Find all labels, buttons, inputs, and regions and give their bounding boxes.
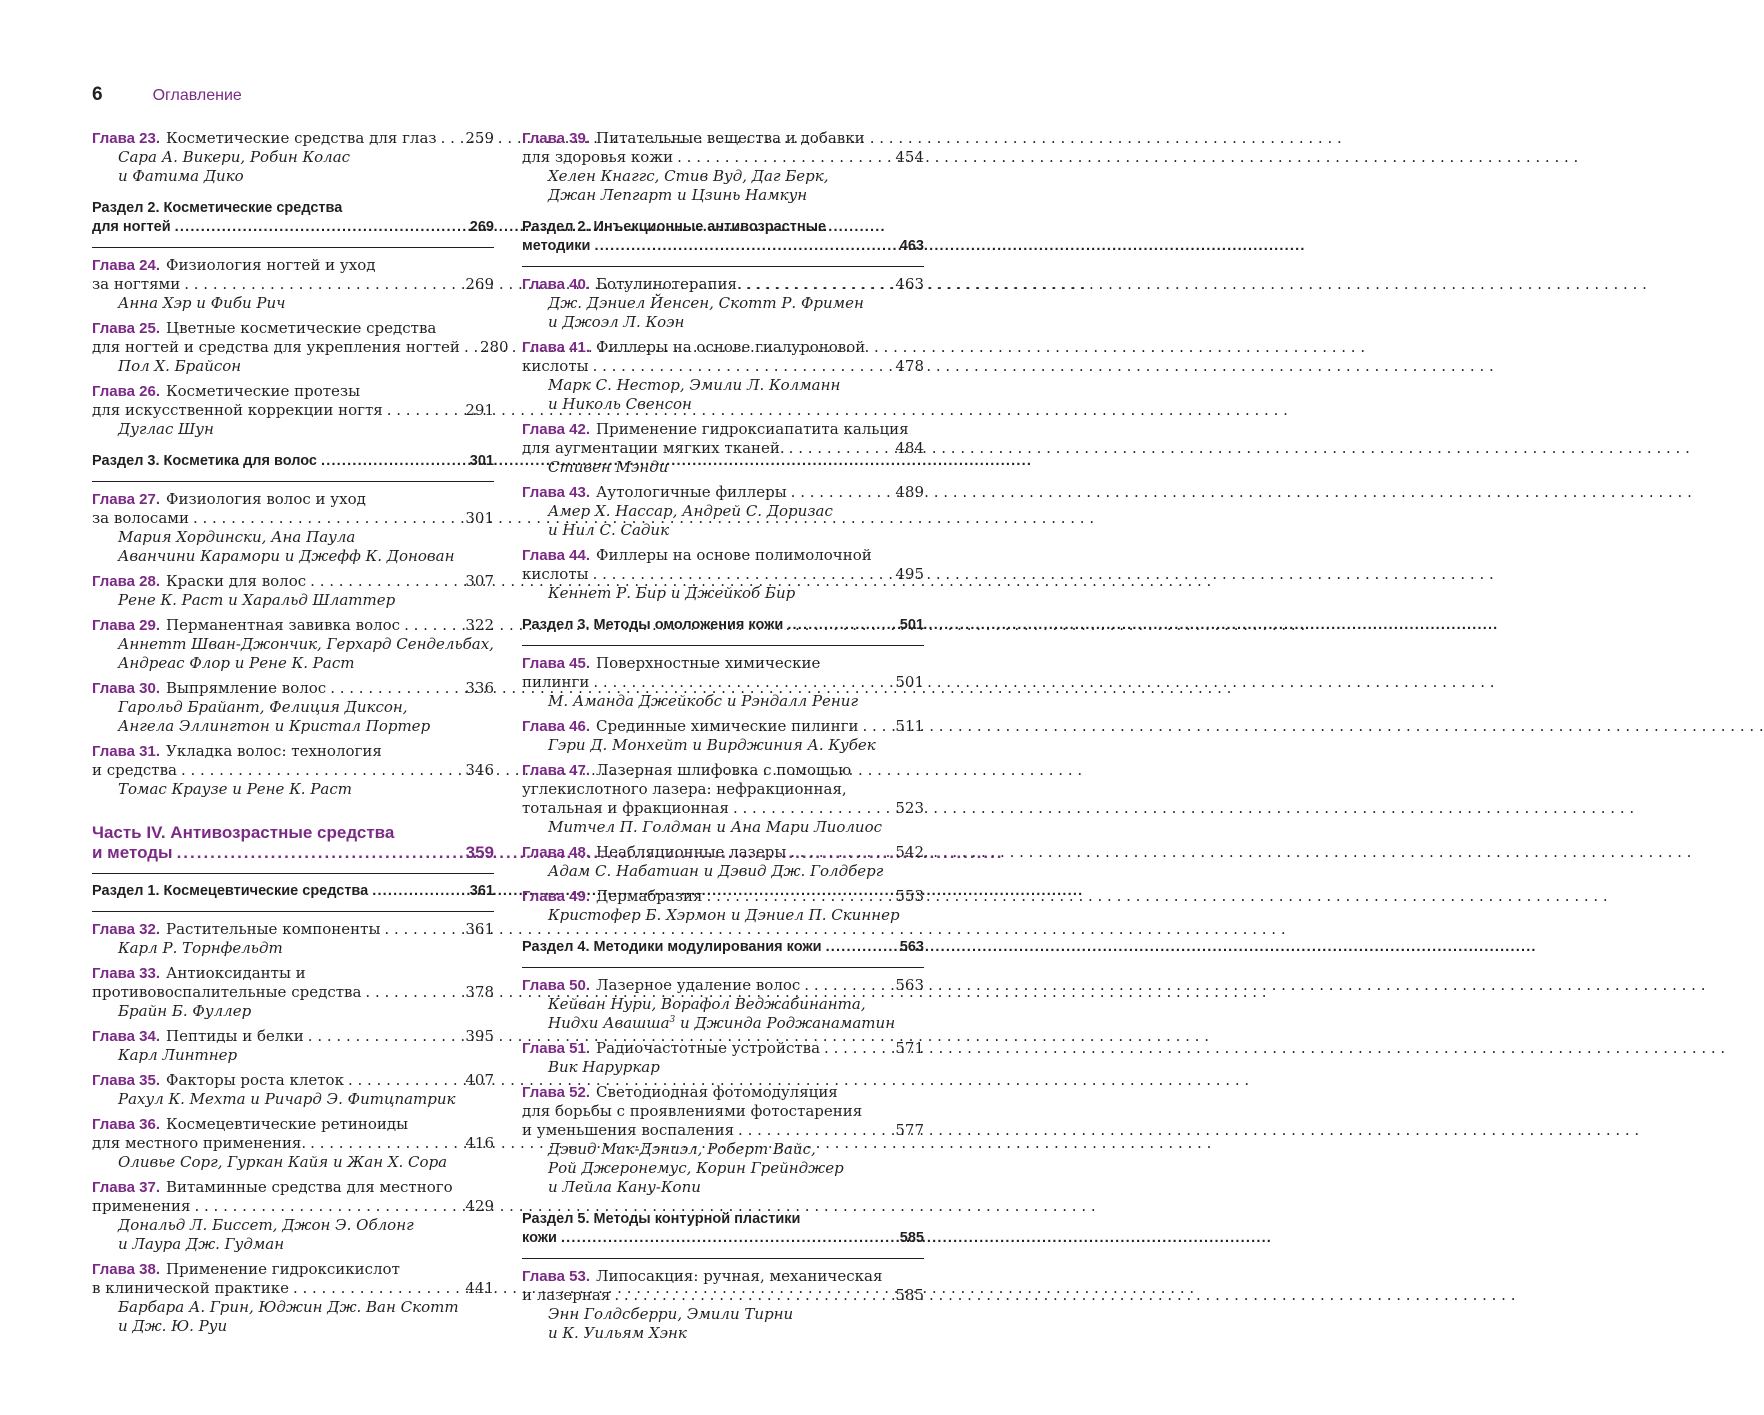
chapter-title: Неабляционные лазеры [596,843,787,861]
toc-entry-chapter-33[interactable] [92,964,494,1021]
chapter-title: Косметические протезы [166,382,361,400]
chapter-authors: Ангела Эллингтон и Кристал Портер [118,717,431,735]
page-ref: 346 [465,761,494,779]
chapter-authors: Карл Р. Торнфельдт [118,939,283,957]
chapter-label: Глава 51. [522,1040,591,1057]
divider [522,645,924,646]
page-ref: 416 [465,1134,494,1152]
divider [92,481,494,482]
divider [92,247,494,248]
page-ref: 553 [895,887,924,905]
page-ref: 301 [465,509,494,527]
divider [92,873,494,874]
chapter-authors: Хелен Кнаггс, Стив Вуд, Даг Берк, [548,167,829,185]
chapter-label: Глава 24. [92,257,161,274]
toc-section-injection[interactable] [522,218,924,256]
chapter-label: Глава 26. [92,383,161,400]
page-ref: 395 [465,1027,494,1045]
page-ref: 501 [895,673,924,691]
page-ref: 301 [469,453,494,469]
part-title: и методы [92,843,173,862]
author-name: и Джинда Роджанаматин [680,1014,896,1032]
divider [92,911,494,912]
chapter-title: кислоты [522,357,589,375]
chapter-authors: и Нил С. Садик [548,521,670,539]
toc-entry-chapter-25[interactable] [92,319,509,376]
chapter-authors: Кристофер Б. Хэрмон и Дэниел П. Скиннер [548,906,900,924]
chapter-title: Ботулинотерапия. [596,275,742,293]
chapter-title: Космецевтические ретиноиды [166,1115,409,1133]
chapter-label: Глава 38. [92,1261,161,1278]
chapter-label: Глава 41. [522,339,591,356]
toc-entry-chapter-28[interactable] [92,572,494,610]
toc-section-hair[interactable] [92,452,494,471]
chapter-title: Срединные химические пилинги [596,717,859,735]
chapter-label: Глава 36. [92,1116,161,1133]
chapter-title: и средства [92,761,177,779]
chapter-label: Глава 32. [92,921,161,938]
page-ref: 269 [465,275,494,293]
toc-entry-chapter-46[interactable] [522,717,924,755]
chapter-authors: Стивен Мэнди [548,458,669,476]
chapter-label: Глава 30. [92,680,161,697]
chapter-authors: Джан Лепгарт и Цзинь Намкун [548,186,808,204]
chapter-authors: Пол Х. Брайсон [118,357,242,375]
toc-entry-chapter-51[interactable] [522,1039,924,1077]
chapter-title: Растительные компоненты [166,920,381,938]
chapter-label: Глава 53. [522,1268,591,1285]
section-title: кожи [522,1230,557,1246]
chapter-title: пилинги [522,673,590,691]
section-title: методики [522,238,591,254]
chapter-authors: Марк С. Нестор, Эмили Л. Колманн [548,376,841,394]
toc-entry-chapter-50[interactable] [522,976,924,1033]
page-ref: 280 [479,338,509,356]
chapter-title: Дермабразия [596,887,703,905]
chapter-title: и уменьшения воспаления [522,1121,735,1139]
page-ref: 478 [895,357,924,375]
page-ref: 571 [895,1039,924,1057]
toc-entry-chapter-34[interactable] [92,1027,494,1065]
chapter-title: для местного применения. [92,1134,307,1152]
toc-section-rejuvenation[interactable] [522,616,924,635]
chapter-title: для ногтей и средства для укрепления ногтей [92,338,460,356]
chapter-authors: Амер Х. Нассар, Андрей С. Доризас [548,502,833,520]
toc-entry-chapter-32[interactable] [92,920,494,958]
chapter-title: Лазерное удаление волос [596,976,801,994]
chapter-label: Глава 23. [92,130,161,147]
running-title: Оглавление [152,87,242,104]
page-header [92,84,242,108]
chapter-authors: Оливье Сорг, Гуркан Кайя и Жан Х. Сора [118,1153,448,1171]
chapter-authors: и Джоэл Л. Коэн [548,313,685,331]
chapter-authors: Карл Линтнер [118,1046,238,1064]
chapter-label: Глава 47. [522,762,591,779]
chapter-label: Глава 42. [522,421,591,438]
chapter-title: Пептиды и белки [166,1027,304,1045]
chapter-label: Глава 52. [522,1084,591,1101]
divider [522,1258,924,1259]
chapter-authors: Дональд Л. Биссет, Джон Э. Облонг [118,1216,414,1234]
chapter-authors: Дуглас Шун [118,420,214,438]
chapter-title: Аутологичные филлеры [596,483,787,501]
chapter-title: Перманентная завивка волос [166,616,401,634]
toc-entry-chapter-30[interactable] [92,679,494,736]
toc-entry-chapter-27[interactable] [92,490,494,566]
chapter-title: Косметические средства для глаз [166,129,437,147]
chapter-authors: Рой Джеронемус, Корин Грейнджер [548,1159,844,1177]
chapter-authors: Андреас Флор и Рене К. Раст [118,654,355,672]
page-ref: 429 [465,1197,494,1215]
page-ref: 307 [465,572,494,590]
toc-entry-chapter-41[interactable] [522,338,924,414]
chapter-authors: Кейван Нури, Ворафол Веджабинанта, [548,995,866,1013]
chapter-label: Глава 37. [92,1179,161,1196]
page-ref: 407 [465,1071,494,1089]
toc-entry-chapter-52[interactable] [522,1083,924,1197]
chapter-label: Глава 31. [92,743,161,760]
section-title: Раздел 3. Методы омоложения кожи [522,617,784,633]
chapter-title: для искусственной коррекции ногтя [92,401,383,419]
section-title: Раздел 2. Косметические средства [92,200,343,216]
page-ref: 359 [465,843,494,862]
toc-section-nails[interactable] [92,199,494,237]
toc-section-modulation[interactable] [522,938,924,957]
chapter-title: Факторы роста клеток [166,1071,344,1089]
chapter-title: Поверхностные химические [596,654,821,672]
chapter-title: для борьбы с проявлениями фотостарения [522,1102,863,1120]
chapter-authors: и Николь Свенсон [548,395,692,413]
toc-entry-chapter-44[interactable] [522,546,924,603]
toc-column-left [92,129,509,1342]
toc-entry-chapter-42[interactable] [522,420,924,477]
page-ref: 585 [899,1230,924,1246]
chapter-title: кислоты [522,565,589,583]
toc-part-4[interactable] [92,823,494,863]
page-ref: 463 [895,275,924,293]
section-title: Раздел 1. Космецевтические средства [92,883,369,899]
page-ref: 336 [465,679,494,697]
toc-entry-chapter-36[interactable] [92,1115,494,1172]
toc-entry-chapter-39[interactable] [522,129,924,205]
chapter-authors: Анна Хэр и Фиби Рич [118,294,286,312]
chapter-label: Глава 44. [522,547,591,564]
divider [522,266,924,267]
chapter-authors: Кеннет Р. Бир и Джейкоб Бир [548,584,796,602]
chapter-title: в клинической практике [92,1279,289,1297]
chapter-authors: Томас Краузе и Рене К. Раст [118,780,352,798]
chapter-title: Витаминные средства для местного [166,1178,453,1196]
author-superscript: 3 [669,1015,676,1025]
chapter-authors: Рене К. Раст и Харальд Шлаттер [118,591,396,609]
chapter-label: Глава 39. [522,130,591,147]
section-title: Раздел 4. Методики модулирования кожи [522,939,822,955]
section-title: Раздел 5. Методы контурной пластики [522,1211,801,1227]
chapter-authors: Энн Голдсберри, Эмили Тирни [548,1305,794,1323]
page-ref: 511 [895,717,924,735]
page-ref: 378 [465,983,494,1001]
toc-column-right [522,129,924,1349]
chapter-authors: и Фатима Дико [118,167,244,185]
chapter-label: Глава 48. [522,844,591,861]
toc-entry-chapter-47[interactable] [522,761,924,837]
chapter-authors: Рахул К. Мехта и Ричард Э. Фитцпатрик [118,1090,456,1108]
chapter-title: противовоспалительные средства [92,983,362,1001]
toc-entry-chapter-40[interactable] [522,275,924,332]
page-ref: 454 [895,148,924,166]
chapter-label: Глава 27. [92,491,161,508]
chapter-label: Глава 35. [92,1072,161,1089]
page-ref: 361 [465,920,494,938]
chapter-authors: Сара А. Викери, Робин Колас [118,148,351,166]
toc-entry-chapter-35[interactable] [92,1071,494,1109]
chapter-label: Глава 33. [92,965,161,982]
chapter-title: Применение гидроксиапатита кальция [596,420,909,438]
chapter-title: применения [92,1197,191,1215]
divider [522,967,924,968]
chapter-title: Физиология волос и уход [166,490,366,508]
page-ref: 441 [465,1279,494,1297]
toc-entry-chapter-37[interactable] [92,1178,494,1254]
page-ref: 495 [895,565,924,583]
chapter-authors: Брайн Б. Фуллер [118,1002,252,1020]
toc-section-contouring[interactable] [522,1210,924,1248]
chapter-title: Укладка волос: технология [166,742,382,760]
chapter-authors: Аванчини Карамори и Джефф К. Донован [118,547,455,565]
chapter-label: Глава 43. [522,484,591,501]
toc-entry-chapter-49[interactable] [522,887,924,925]
chapter-title: за ногтями [92,275,181,293]
chapter-label: Глава 25. [92,320,161,337]
page-number: 6 [92,84,103,105]
author-name: Нидхи Авашша [548,1014,670,1032]
chapter-authors [522,1014,924,1033]
chapter-title: Липосакция: ручная, механическая [596,1267,883,1285]
chapter-authors: и К. Уильям Хэнк [548,1324,687,1342]
chapter-authors: Дэвид Мак-Дэниэл, Роберт Вайс, [548,1140,816,1158]
chapter-title: Выпрямление волос [166,679,327,697]
chapter-title: углекислотного лазера: нефракционная, [522,780,847,798]
chapter-label: Глава 40. [522,276,591,293]
part-title: Часть IV. Антивозрастные средства [92,823,395,842]
chapter-title: Цветные косметические средства [166,319,437,337]
chapter-authors: Дж. Дэниел Йенсен, Скотт Р. Фримен [548,294,864,312]
page-ref: 523 [895,799,924,817]
toc-entry-chapter-53[interactable] [522,1267,924,1343]
chapter-title: Радиочастотные устройства [596,1039,821,1057]
chapter-authors: Вик Наруркар [548,1058,660,1076]
toc-entry-chapter-48[interactable] [522,843,924,881]
chapter-title: для аугментации мягких тканей. [522,439,785,457]
chapter-title: Краски для волос [166,572,307,590]
page-ref: 577 [895,1121,924,1139]
chapter-title: и лазерная [522,1286,611,1304]
chapter-title: Лазерная шлифовка с помощью [596,761,852,779]
chapter-authors: и Дж. Ю. Руи [118,1317,228,1335]
page-ref: 484 [895,439,924,457]
section-title: Раздел 2. Инъекционные антивозрастные [522,219,827,235]
page-ref: 585 [895,1286,924,1304]
toc-entry-chapter-31[interactable] [92,742,494,799]
chapter-authors: Гэри Д. Монхейт и Вирджиния А. Кубек [548,736,876,754]
chapter-title: Филлеры на основе полимолочной [596,546,872,564]
chapter-title: Филлеры на основе гиалуроновой [596,338,866,356]
toc-entry-chapter-23[interactable] [92,129,494,186]
chapter-label: Глава 29. [92,617,161,634]
chapter-title: тотальная и фракционная [522,799,729,817]
chapter-label: Глава 46. [522,718,591,735]
toc-entry-chapter-45[interactable] [522,654,924,711]
chapter-label: Глава 28. [92,573,161,590]
toc-entry-chapter-29[interactable] [92,616,494,673]
page-ref: 542 [895,843,924,861]
page-ref: 463 [899,238,924,254]
page-ref: 269 [469,219,494,235]
chapter-authors: Адам С. Набатиан и Дэвид Дж. Голдберг [548,862,884,880]
chapter-title: для здоровья кожи [522,148,674,166]
chapter-title: Физиология ногтей и уход [166,256,376,274]
page-ref: 563 [899,939,924,955]
page-ref: 291 [465,401,494,419]
toc-entry-chapter-24[interactable] [92,256,494,313]
section-title: для ногтей [92,219,171,235]
chapter-label: Глава 45. [522,655,591,672]
chapter-authors: Гарольд Брайант, Фелиция Диксон, [118,698,408,716]
chapter-authors: М. Аманда Джейкобс и Рэндалл Рениг [548,692,859,710]
chapter-title: Применение гидроксикислот [166,1260,400,1278]
chapter-authors: Аннетт Шван-Джончик, Герхард Сендельбах, [118,635,494,653]
chapter-authors: Барбара А. Грин, Юджин Дж. Ван Скотт [118,1298,459,1316]
chapter-title: за волосами [92,509,189,527]
page-ref: 501 [899,617,924,633]
page-ref: 563 [895,976,924,994]
toc-entry-chapter-43[interactable] [522,483,924,540]
page-ref: 259 [465,129,494,147]
chapter-authors: и Лейла Кану-Копи [548,1178,701,1196]
chapter-authors: Мария Хордински, Ана Паула [118,528,356,546]
chapter-authors: Митчел П. Голдман и Ана Мари Лиолиос [548,818,882,836]
toc-entry-chapter-38[interactable] [92,1260,494,1336]
section-title: Раздел 3. Косметика для волос [92,453,317,469]
chapter-title: Светодиодная фотомодуляция [596,1083,838,1101]
chapter-authors: и Лаура Дж. Гудман [118,1235,285,1253]
chapter-label: Глава 34. [92,1028,161,1045]
page-ref: 361 [469,883,494,899]
chapter-label: Глава 49. [522,888,591,905]
chapter-title: Питательные вещества и добавки [596,129,865,147]
chapter-title: Антиоксиданты и [166,964,306,982]
toc-entry-chapter-26[interactable] [92,382,494,439]
page-ref: 489 [895,483,924,501]
page-ref: 322 [465,616,494,634]
chapter-label: Глава 50. [522,977,591,994]
toc-section-cosmeceuticals[interactable] [92,882,494,901]
